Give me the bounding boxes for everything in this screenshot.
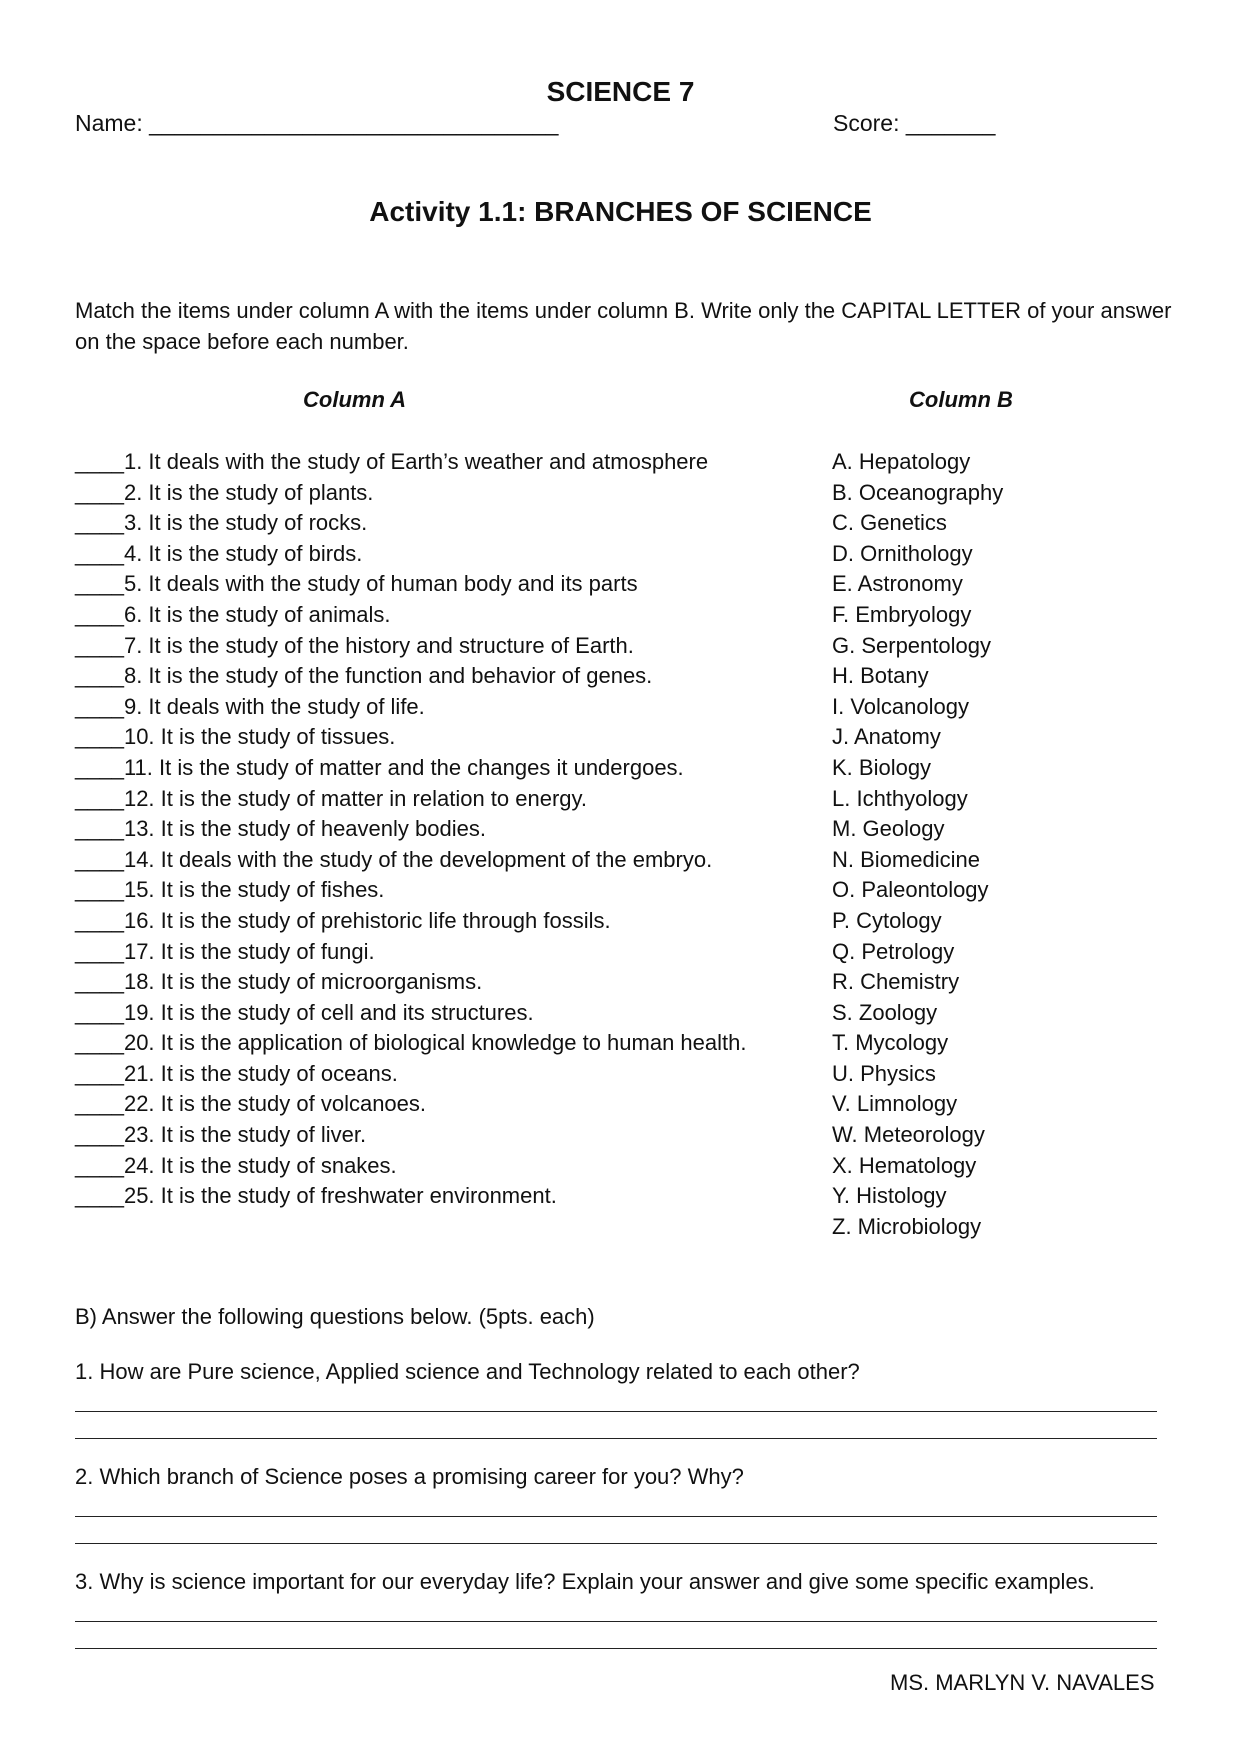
answer-blank[interactable]: ____ [75, 1091, 124, 1117]
activity-title: Activity 1.1: BRANCHES OF SCIENCE [369, 196, 872, 227]
column-a-item [75, 569, 746, 600]
item-text: 7. It is the study of the history and structure of Earth. [123, 632, 634, 658]
column-b-item: M. Geology [832, 816, 945, 842]
item-text: 19. It is the study of cell and its structures. [123, 999, 534, 1025]
column-a-item [75, 692, 746, 723]
column-a-item [75, 722, 746, 753]
score-field[interactable] [833, 110, 995, 137]
answer-blank[interactable]: ____ [75, 632, 124, 658]
name-label: Name: [75, 110, 143, 136]
column-a-item [75, 998, 746, 1029]
column-b-item: F. Embryology [832, 601, 972, 627]
answer-blank[interactable]: ____ [75, 1183, 124, 1209]
item-text: 4. It is the study of birds. [123, 540, 363, 566]
item-text: 23. It is the study of liver. [123, 1122, 367, 1148]
item-text: 2. It is the study of plants. [123, 479, 374, 505]
answer-line[interactable] [75, 1621, 1157, 1622]
column-a-item [75, 631, 746, 662]
item-text: 10. It is the study of tissues. [123, 724, 396, 750]
column-b-item: R. Chemistry [832, 969, 960, 995]
column-a-item [75, 539, 746, 570]
column-b-item: J. Anatomy [832, 724, 941, 750]
answer-line[interactable] [75, 1648, 1157, 1649]
column-b-heading: Column B [909, 387, 1013, 412]
column-b-item: B. Oceanography [832, 479, 1004, 505]
column-b-item: H. Botany [832, 663, 929, 689]
column-a-item [75, 906, 746, 937]
answer-blank[interactable]: ____ [75, 754, 124, 780]
item-text: 20. It is the application of biological knowledge to human health. [123, 1030, 747, 1056]
item-text: 13. It is the study of heavenly bodies. [123, 816, 486, 842]
column-b-item: K. Biology [832, 754, 932, 780]
section-b-heading: B) Answer the following questions below. (5pts. each) [75, 1304, 595, 1329]
teacher-name: MS. MARLYN V. NAVALES [890, 1670, 1155, 1695]
column-a-item [75, 967, 746, 998]
column-a-item [75, 1028, 746, 1059]
column-b-item: I. Volcanology [832, 693, 969, 719]
answer-blank[interactable]: ____ [75, 449, 124, 474]
item-text: 14. It deals with the study of the development of the embryo. [123, 846, 713, 872]
column-b-item: E. Astronomy [832, 571, 963, 597]
column-a-list [75, 447, 746, 1212]
column-a-item [75, 814, 746, 845]
item-text: 15. It is the study of fishes. [123, 877, 385, 903]
column-a-item [75, 875, 746, 906]
column-a-item [75, 937, 746, 968]
column-a-item [75, 600, 746, 631]
answer-blank[interactable]: ____ [75, 571, 124, 597]
item-text: 11. It is the study of matter and the changes it undergoes. [123, 754, 684, 780]
answer-blank[interactable]: ____ [75, 601, 124, 627]
score-label: Score: [833, 110, 900, 136]
column-b-item: G. Serpentology [832, 632, 991, 658]
answer-blank[interactable]: ____ [75, 724, 124, 750]
column-a-item [75, 478, 746, 509]
answer-blank[interactable]: ____ [75, 1122, 124, 1148]
column-a-item [75, 1151, 746, 1182]
column-a-item [75, 1120, 746, 1151]
answer-blank[interactable]: ____ [75, 938, 124, 964]
item-text: 3. It is the study of rocks. [123, 510, 368, 536]
answer-blank[interactable]: ____ [75, 969, 124, 995]
column-b-item: P. Cytology [832, 907, 942, 933]
answer-blank[interactable]: ____ [75, 663, 124, 689]
instructions: Match the items under column A with the items under column B. Write only the CAPITAL LETTER of your answer on the space before each number. [75, 298, 1172, 354]
column-b-item: S. Zoology [832, 999, 938, 1025]
answer-blank[interactable]: ____ [75, 907, 124, 933]
item-text: 21. It is the study of oceans. [123, 1060, 398, 1086]
column-b-item: Q. Petrology [832, 938, 955, 964]
column-a-item [75, 661, 746, 692]
page-title: SCIENCE 7 [546, 76, 695, 107]
answer-blank[interactable]: ____ [75, 816, 124, 842]
column-b-item: Z. Microbiology [832, 1213, 982, 1239]
answer-blank[interactable]: ____ [75, 540, 124, 566]
item-text: 18. It is the study of microorganisms. [123, 969, 483, 995]
answer-blank[interactable]: ____ [75, 510, 124, 536]
column-b-item: L. Ichthyology [832, 785, 968, 811]
column-b-item: V. Limnology [832, 1091, 958, 1117]
name-blank: ________________________________ [149, 110, 559, 136]
question-3: 3. Why is science important for our everyday life? Explain your answer and give some specific examples. [75, 1569, 1095, 1594]
answer-blank[interactable]: ____ [75, 1152, 124, 1178]
item-text: 9. It deals with the study of life. [123, 693, 425, 719]
item-text: 5. It deals with the study of human body and its parts [123, 571, 638, 597]
answer-blank[interactable]: ____ [75, 785, 124, 811]
column-a-item [75, 1181, 746, 1212]
column-a-item [75, 845, 746, 876]
item-text: 17. It is the study of fungi. [123, 938, 375, 964]
column-a-item [75, 508, 746, 539]
answer-line[interactable] [75, 1516, 1157, 1517]
column-a-item [75, 784, 746, 815]
answer-blank[interactable]: ____ [75, 1060, 124, 1086]
column-b-item: U. Physics [832, 1060, 936, 1086]
answer-blank[interactable]: ____ [75, 1030, 124, 1056]
item-text: 25. It is the study of freshwater environment. [123, 1183, 557, 1209]
question-1: 1. How are Pure science, Applied science and Technology related to each other? [75, 1359, 860, 1384]
item-text: 8. It is the study of the function and behavior of genes. [123, 663, 653, 689]
column-b-item: T. Mycology [832, 1030, 949, 1056]
column-b-list [832, 447, 1003, 1242]
column-a-heading: Column A [303, 387, 407, 412]
column-a-item [75, 753, 746, 784]
answer-blank[interactable]: ____ [75, 999, 124, 1025]
item-text: 12. It is the study of matter in relation to energy. [123, 785, 588, 811]
item-text: 22. It is the study of volcanoes. [123, 1091, 427, 1117]
column-b-item: Y. Histology [832, 1183, 947, 1209]
answer-line[interactable] [75, 1543, 1157, 1544]
column-b-item: C. Genetics [832, 510, 947, 536]
item-text: 16. It is the study of prehistoric life through fossils. [123, 907, 611, 933]
column-b-item: D. Ornithology [832, 540, 973, 566]
column-b-item: W. Meteorology [832, 1122, 985, 1148]
column-b-item: X. Hematology [832, 1152, 977, 1178]
answer-line[interactable] [75, 1411, 1157, 1412]
name-field[interactable] [75, 110, 558, 137]
score-blank: _______ [905, 110, 996, 136]
column-b-item: A. Hepatology [832, 449, 971, 474]
answer-blank[interactable]: ____ [75, 877, 124, 903]
column-a-item [75, 447, 746, 478]
column-b-item: O. Paleontology [832, 877, 989, 903]
item-text: 6. It is the study of animals. [123, 601, 391, 627]
column-a-item [75, 1059, 746, 1090]
item-text: 24. It is the study of snakes. [123, 1152, 397, 1178]
answer-blank[interactable]: ____ [75, 693, 124, 719]
answer-blank[interactable]: ____ [75, 479, 124, 505]
item-text: 1. It deals with the study of Earth’s weather and atmosphere [123, 449, 709, 474]
answer-line[interactable] [75, 1438, 1157, 1439]
answer-blank[interactable]: ____ [75, 846, 124, 872]
column-b-item: N. Biomedicine [832, 846, 980, 872]
question-2: 2. Which branch of Science poses a promising career for you? Why? [75, 1464, 744, 1489]
column-a-item [75, 1089, 746, 1120]
